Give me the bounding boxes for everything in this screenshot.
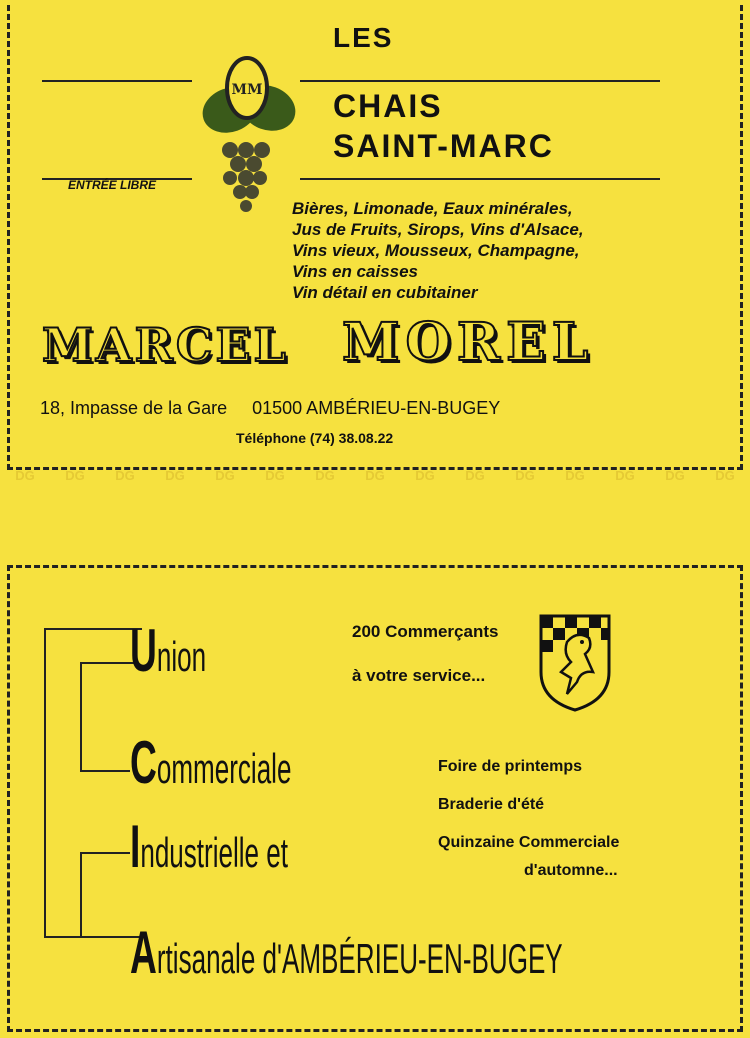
product-line: Jus de Fruits, Sirops, Vins d'Alsace, [292,220,584,239]
product-line: Vins en caisses [292,262,419,281]
rule-right-bottom [300,178,660,180]
first-name: MARCEL [42,318,289,372]
ucia-cap-u: U [130,617,157,684]
ucia-lower-bracket [80,852,132,938]
ucia-rest: ndustrielle et [140,829,288,876]
address-line [40,398,500,419]
commercants-line-1: 200 Commerçants [352,622,499,641]
product-list [292,198,712,303]
rule-left-top [42,80,192,82]
event-automne: d'automne... [524,862,618,879]
city: 01500 AMBÉRIEU-EN-BUGEY [252,398,501,418]
event-quinzaine: Quinzaine Commerciale [438,834,620,851]
street-address: 18, Impasse de la Gare [40,398,228,418]
rule-right-top [300,80,660,82]
ucia-cap-a: A [130,919,157,986]
crest-monogram: MM [231,82,263,98]
chais-heading [333,86,554,166]
ucia-cap-c: C [130,729,157,796]
product-line: Vin détail en cubitainer [292,283,478,302]
phone-number: Téléphone (74) 38.08.22 [236,430,394,446]
les-heading: LES [333,22,394,53]
ucia-rest: ommerciale [156,745,292,792]
chais-line-1: CHAIS [333,88,443,124]
ucia-rest: nion [156,633,207,680]
ucia-word-union [130,616,206,685]
product-line: Vins vieux, Mousseux, Champagne, [292,241,580,260]
ucia-cap-i: I [130,813,141,880]
commercants-line-2: à votre service... [352,666,486,685]
ucia-word-artisanale [130,918,563,987]
event-foire: Foire de printemps [438,758,583,775]
watermark-strip: DG DG DG DG DG DG DG DG DG DG DG DG DG DG DG [15,468,735,483]
ucia-word-commerciale [130,728,291,797]
chais-line-2: SAINT-MARC [333,128,554,164]
ucia-rest: rtisanale d'AMBÉRIEU-EN-BUGEY [156,935,563,982]
grape-crest-icon [190,50,300,220]
lion-shield-icon [537,612,613,712]
last-name: MOREL [342,312,595,373]
event-braderie: Braderie d'été [438,796,545,813]
ucia-inner-line [80,770,130,772]
product-line: Bières, Limonade, Eaux minérales, [292,199,573,218]
ucia-word-industrielle [130,812,288,881]
entree-libre: ENTRÉE LIBRE [68,178,157,192]
